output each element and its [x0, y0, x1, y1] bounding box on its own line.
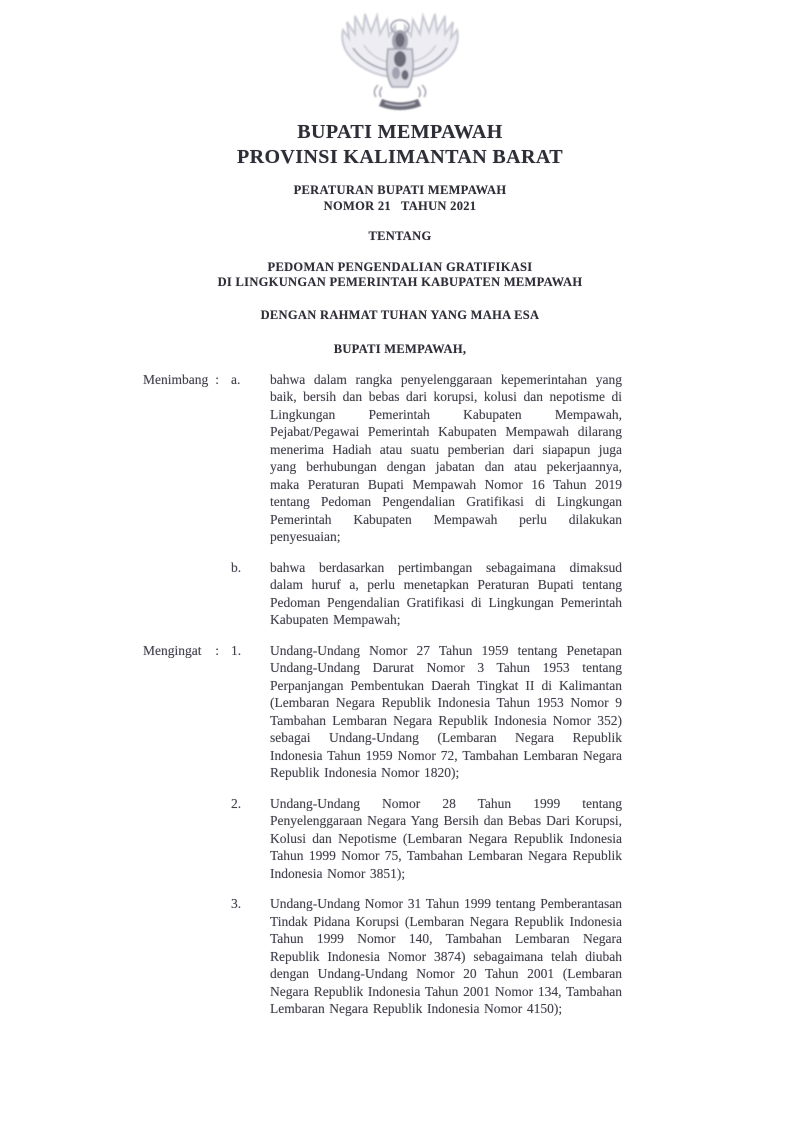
tentang-label: TENTANG	[368, 229, 432, 243]
item-text: Undang-Undang Nomor 28 Tahun 1999 tentang Penyelenggaraan Negara Yang Bersih dan Bebas Dari Korupsi, Kolusi dan Nepotisme (Lembaran Negara Republik Indonesia Tahun 1999 Nomor 75, Tambahan Lembaran Negara Republik Indonesia Nomor 3851);	[270, 795, 622, 881]
item-marker: 3.	[231, 896, 242, 911]
letterhead-line-province: PROVINSI KALIMANTAN BARAT	[237, 146, 563, 168]
mengingat-colon: :	[215, 642, 219, 658]
letterhead	[0, 120, 800, 170]
mengingat-item-2	[143, 795, 622, 883]
item-text: Undang-Undang Nomor 31 Tahun 1999 tentang Pemberantasan Tindak Pidana Korupsi (Lembaran Negara Republik Indonesia Tahun 1999 Nomor 140, Tambahan Lembaran Negara Republik Indonesia Nomor 3874) sebagaimana telah diubah dengan Undang-Undang Nomor 20 Tahun 2001 (Lembaran Negara Republik Indonesia Tahun 2001 Nomor 134, Tambahan Lembaran Negara Republik Indonesia Nomor 4150);	[270, 896, 622, 1016]
menimbang-item-a	[143, 371, 622, 546]
menimbang-label	[143, 371, 231, 546]
item-text: bahwa berdasarkan pertimbangan sebagaimana dimaksud dalam huruf a, perlu menetapkan Peraturan Bupati tentang Pedoman Pengendalian Gratifikasi di Lingkungan Pemerintah Kabupaten Mempawah;	[270, 559, 622, 627]
label-spacer	[143, 895, 231, 1018]
letterhead-line-authority: BUPATI MEMPAWAH	[297, 121, 503, 143]
subject-line-2: DI LINGKUNGAN PEMERINTAH KABUPATEN MEMPAWAH	[217, 275, 583, 289]
menimbang-item-b	[143, 559, 622, 629]
menimbang-label-text: Menimbang	[143, 371, 209, 387]
item-text: bahwa dalam rangka penyelenggaraan kepemerintahan yang baik, bersih dan bebas dari korupsi, kolusi dan nepotisme di Lingkungan Pemerintah Kabupaten Mempawah, Pejabat/Pegawai Pemerintah Kabupaten Mempawah dilarang menerima Hadiah atau suatu pemberian dari siapapun juga yang berhubungan dengan jabatan dan atau pekerjaannya, maka Peraturan Bupati Mempawah Nomor 16 Tahun 2019 tentang Pedoman Pengendalian Gratifikasi di Lingkungan Pemerintah Kabupaten Mempawah perlu dilakukan penyesuaian;	[270, 371, 622, 544]
menimbang-colon: :	[215, 371, 219, 387]
mengingat-item-3	[143, 895, 622, 1018]
regulation-number: NOMOR 21 TAHUN 2021	[323, 198, 477, 213]
item-marker: a.	[231, 371, 241, 387]
mengingat-label-text: Mengingat	[143, 642, 202, 658]
regulation-title: PERATURAN BUPATI MEMPAWAH	[293, 183, 507, 197]
invocation-line: DENGAN RAHMAT TUHAN YANG MAHA ESA	[260, 307, 540, 322]
item-text: Undang-Undang Nomor 27 Tahun 1959 tentang Penetapan Undang-Undang Darurat Nomor 3 Tahun 1953 tentang Perpanjangan Pembentukan Daerah Tingkat II di Kalimantan (Lembaran Negara Republik Indonesia Tahun 1953 Nomor 9 Tambahan Lembaran Negara Republik Indonesia Nomor 352) sebagai Undang-Undang (Lembaran Negara Republik Indonesia Tahun 1959 Nomor 72, Tambahan Lembaran Negara Republik Indonesia Nomor 1820);	[270, 642, 622, 780]
mengingat-label	[143, 642, 231, 782]
item-marker: b.	[231, 559, 242, 575]
issuer-line: BUPATI MEMPAWAH,	[333, 342, 467, 356]
item-marker: 2.	[231, 795, 242, 811]
item-marker: 1.	[231, 642, 242, 658]
regulation-subject	[0, 260, 800, 291]
label-spacer	[143, 795, 231, 883]
garuda-emblem-icon	[338, 5, 462, 113]
mengingat-item-1	[143, 642, 622, 782]
regulation-heading	[0, 183, 800, 214]
preamble-sections	[143, 371, 622, 1018]
label-spacer	[143, 559, 231, 629]
subject-line-1: PEDOMAN PENGENDALIAN GRATIFIKASI	[267, 259, 533, 274]
